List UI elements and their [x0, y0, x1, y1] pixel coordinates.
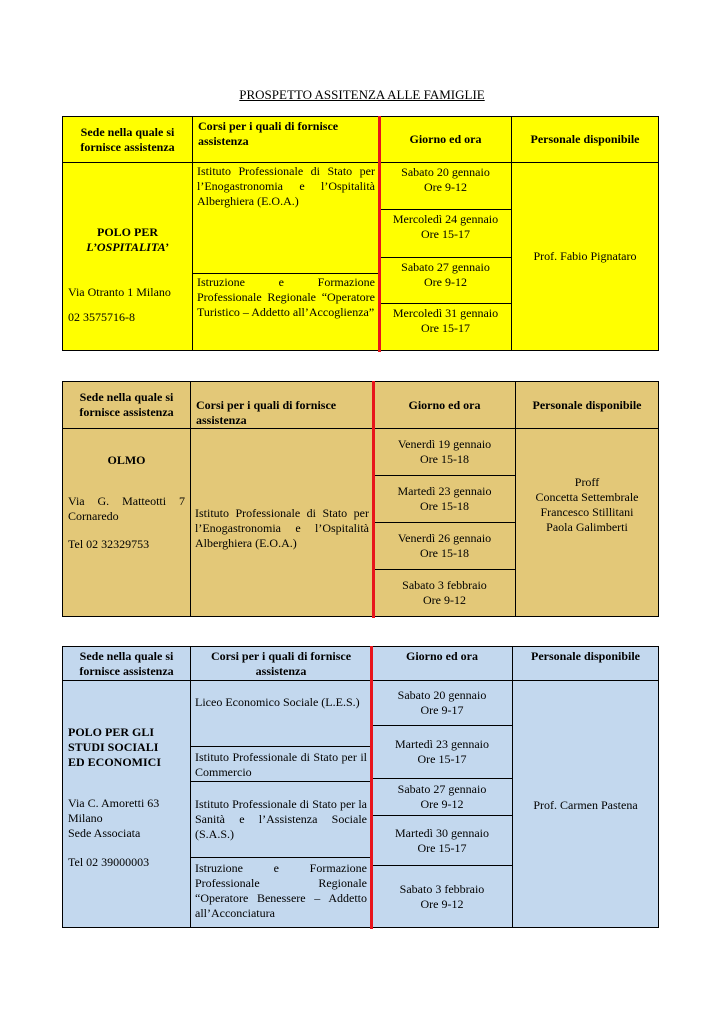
corso-text: Istituto Professionale di Stato per il Commercio [195, 750, 367, 779]
sede-phone: 02 3575716-8 [68, 310, 135, 324]
slot-cell [373, 569, 516, 617]
header-personale [512, 646, 659, 681]
header-sede-label: Sede nella quale si fornisce assistenza [79, 648, 174, 678]
slot-day: Mercoledì 31 gennaio [392, 306, 499, 320]
personale-name: Proff [574, 475, 600, 489]
personale-name: Prof. Fabio Pignataro [533, 249, 637, 263]
header-personale-label: Personale disponibile [530, 132, 640, 146]
personale-name: Prof. Carmen Pastena [533, 797, 638, 812]
slot-time: Ore 15-18 [420, 452, 469, 466]
sede-phone: Tel 02 39000003 [68, 855, 150, 869]
slot-time: Ore 15-18 [420, 546, 469, 560]
slot-time: Ore 15-18 [420, 499, 469, 513]
corso-text: Istituto Professionale di Stato per l’Enogastronomia e l’Ospitalità Alberghiera (E.O.A.) [195, 506, 369, 550]
header-sede [62, 381, 191, 429]
sede-name-line2: STUDI SOCIALI [68, 740, 159, 754]
personale-cell [512, 680, 659, 928]
header-personale [511, 116, 659, 163]
header-sede [62, 116, 193, 163]
slot-day: Mercoledì 24 gennaio [392, 212, 499, 226]
slot-time: Ore 15-17 [421, 227, 470, 241]
slot-time: Ore 9-17 [420, 703, 464, 717]
slot-cell [379, 209, 512, 258]
slot-day: Sabato 20 gennaio [401, 165, 490, 179]
corso-text: Liceo Economico Sociale (L.E.S.) [195, 695, 360, 709]
corso-cell [190, 746, 372, 782]
header-sede [62, 646, 191, 681]
slot-day: Sabato 20 gennaio [397, 688, 487, 702]
header-personale-label: Personale disponibile [530, 649, 640, 663]
slot-cell [371, 815, 513, 866]
corso-text: Istituto Professionale di Stato per l’Enogastronomia e l’Ospitalità Alberghiera (E.O.A.) [197, 164, 375, 208]
slot-time: Ore 15-17 [417, 840, 467, 855]
slot-cell [371, 778, 513, 816]
slot-cell [371, 725, 513, 779]
red-divider [370, 646, 373, 929]
corso-cell [190, 428, 374, 617]
header-giorno [371, 646, 513, 681]
header-personale-label: Personale disponibile [532, 397, 642, 412]
header-corsi [190, 646, 372, 681]
header-personale [515, 381, 659, 429]
personale-name: Concetta Settembrale [535, 490, 639, 504]
slot-day: Martedì 23 gennaio [395, 737, 489, 751]
page-title: PROSPETTO ASSITENZA ALLE FAMIGLIE [239, 87, 485, 102]
slot-day: Venerdì 26 gennaio [397, 531, 492, 545]
red-divider [378, 116, 381, 352]
slot-cell [371, 680, 513, 726]
corso-text: Istruzione e Formazione Professionale Regionale “Operatore Benessere – Addetto all’Acconciatura [195, 861, 367, 920]
slot-day: Sabato 27 gennaio [397, 782, 487, 796]
corso-text: Istruzione e Formazione Professionale Regionale “Operatore Turistico – Addetto all’Accoglienza” [197, 275, 375, 319]
personale-cell [515, 428, 659, 617]
corso-cell [190, 857, 372, 928]
slot-cell [379, 303, 512, 351]
header-giorno [379, 116, 512, 163]
slot-cell [379, 257, 512, 304]
slot-time: Ore 9-12 [424, 275, 467, 289]
header-corsi-label: Corsi per i quali di fornisce assistenza [196, 398, 337, 427]
sede-name-line1: POLO PER GLI [68, 725, 155, 739]
sede-name-line1: POLO PER [96, 225, 158, 239]
personale-cell [511, 162, 659, 351]
sede-name-line1: OLMO [107, 453, 146, 467]
header-sede-label: Sede nella quale si fornisce assistenza [79, 390, 174, 419]
slot-day: Martedì 30 gennaio [395, 825, 489, 840]
header-corsi [192, 116, 380, 163]
header-giorno [373, 381, 516, 429]
sede-address-line2: Milano [68, 811, 103, 825]
header-corsi-label: Corsi per i quali di fornisce assistenza [198, 119, 339, 148]
sede-address: Via Otranto 1 Milano [68, 285, 171, 299]
header-giorno-label: Giorno ed ora [408, 397, 481, 412]
sede-address-line1: Via C. Amoretti 63 [68, 796, 160, 810]
personale-name: Francesco Stillitani [540, 505, 634, 519]
sede-cell [62, 162, 193, 351]
personale-name: Paola Galimberti [546, 520, 628, 534]
slot-day: Sabato 27 gennaio [401, 260, 490, 274]
slot-cell [373, 522, 516, 570]
slot-cell [379, 162, 512, 210]
sede-address-line1: Via G. Matteotti 7 [68, 494, 185, 508]
corso-text: Istituto Professionale di Stato per la Sanità e l’Assistenza Sociale (S.A.S.) [195, 797, 367, 841]
corso-cell [192, 273, 380, 351]
header-giorno-label: Giorno ed ora [409, 132, 482, 146]
sede-phone: Tel 02 32329753 [68, 537, 150, 551]
header-corsi [190, 381, 374, 429]
corso-cell [192, 162, 380, 274]
slot-time: Ore 9-12 [423, 593, 466, 607]
red-divider [372, 381, 375, 618]
sede-name-line2: L’OSPITALITA’ [86, 240, 169, 254]
slot-time: Ore 9-12 [424, 180, 467, 194]
slot-day: Sabato 3 febbraio [399, 881, 485, 896]
slot-cell [373, 475, 516, 523]
sede-cell [62, 680, 191, 928]
slot-time: Ore 15-17 [417, 752, 467, 766]
slot-day: Martedì 23 gennaio [397, 484, 492, 498]
sede-name-line3: ED ECONOMICI [68, 755, 162, 769]
slot-day: Venerdì 19 gennaio [397, 437, 492, 451]
slot-day: Sabato 3 febbraio [402, 578, 487, 592]
header-sede-label: Sede nella quale si fornisce assistenza [80, 124, 175, 154]
slot-cell [373, 428, 516, 476]
sede-address-line3: Sede Associata [68, 826, 141, 840]
sede-address-line2: Cornaredo [68, 509, 119, 523]
sede-cell [62, 428, 191, 617]
slot-time: Ore 15-17 [421, 321, 470, 335]
header-giorno-label: Giorno ed ora [406, 649, 478, 663]
header-corsi-label: Corsi per i quali di fornisce assistenza [210, 648, 352, 678]
slot-cell [371, 865, 513, 928]
slot-time: Ore 9-12 [420, 797, 464, 811]
slot-time: Ore 9-12 [420, 896, 464, 911]
corso-cell [190, 680, 372, 747]
corso-cell [190, 781, 372, 858]
